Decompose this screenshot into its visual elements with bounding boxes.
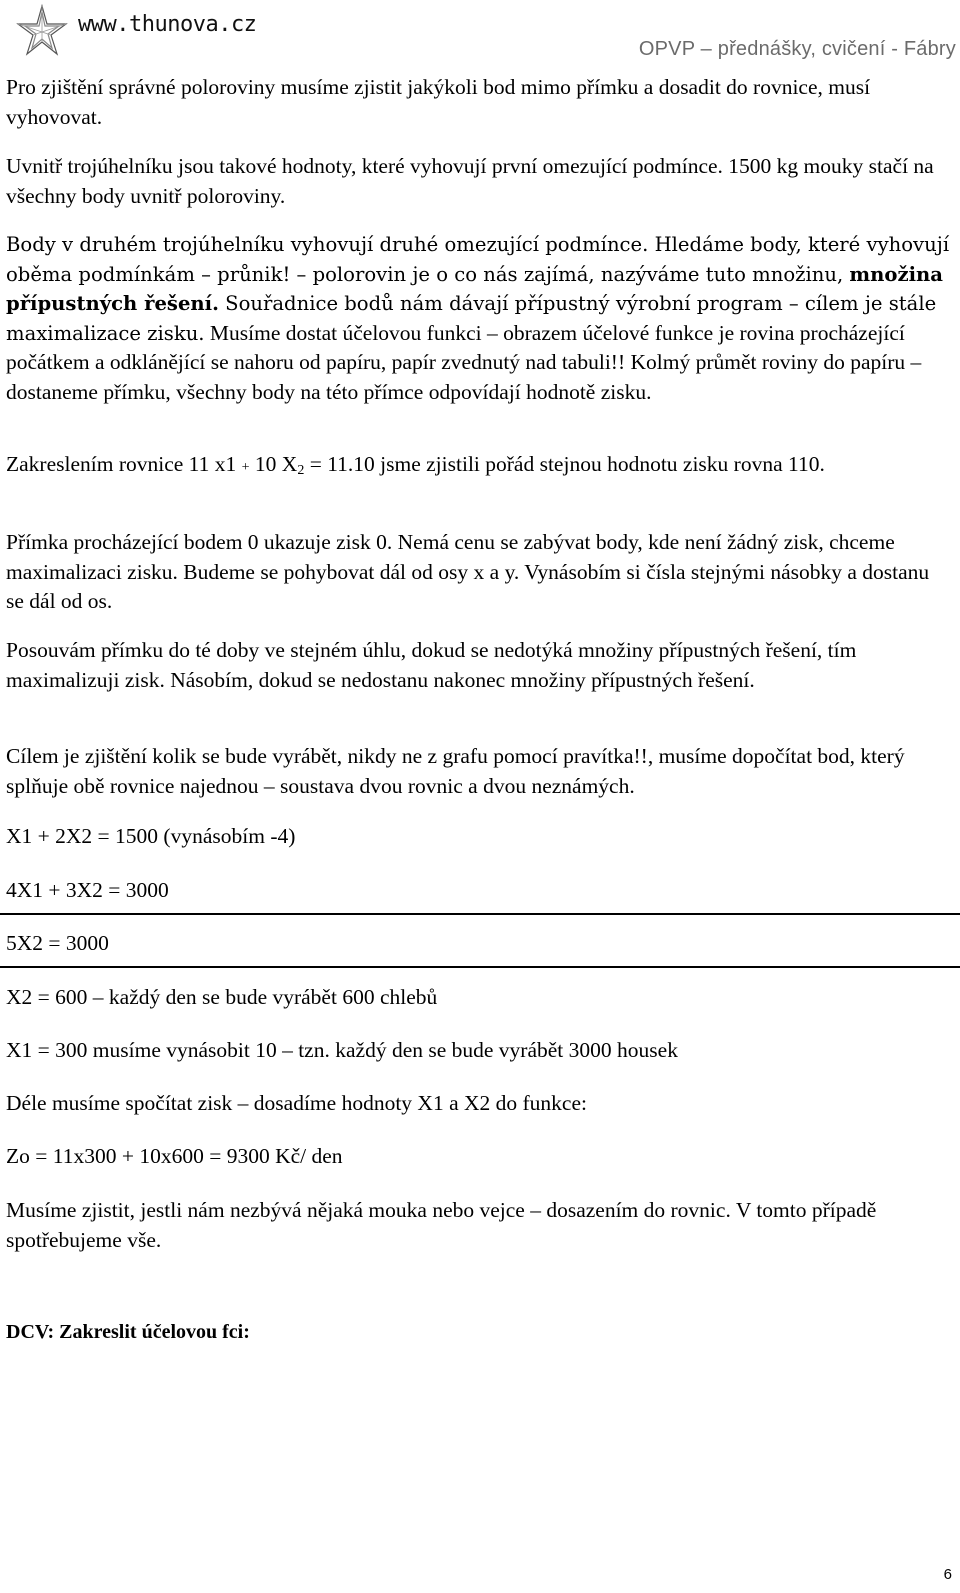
paragraph-4-subscript: 2 bbox=[297, 463, 305, 478]
equation-sum-rule bbox=[0, 913, 960, 915]
paragraph-1: Pro zjištění správné poloroviny musíme zjistit jakýkoli bod mimo přímku a dosadit do rovnice, musí vyhovovat. bbox=[6, 75, 871, 129]
paragraph-4-plus: + bbox=[241, 460, 250, 475]
feasible-set-term: množina přípustných řešení. bbox=[6, 262, 943, 315]
equation-3: 5X2 = 3000 bbox=[6, 931, 109, 955]
header-course-title: OPVP – přednášky, cvičení - Fábry bbox=[638, 38, 956, 60]
equation-7: Zo = 11x300 + 10x600 = 9300 Kč/ den bbox=[6, 1144, 343, 1168]
paragraph-3 bbox=[6, 230, 952, 407]
equation-6: Déle musíme spočítat zisk – dosadíme hodnoty X1 a X2 do funkce: bbox=[6, 1091, 587, 1115]
page-header bbox=[0, 0, 960, 70]
paragraph-4-prefix: Zakreslením rovnice 11 x1 bbox=[6, 452, 242, 476]
paragraph-7: Cílem je zjištění kolik se bude vyrábět, nikdy ne z grafu pomocí pravítka!!, musíme dopočítat bod, který splňuje obě rovnice najednou – soustava dvou rovnic a dvou neznámých. bbox=[6, 744, 905, 798]
paragraph-3-intro: Body v druhém trojúhelníku vyhovují druhé omezující podmínce. Hledáme body, které vyhovují oběma podmínkám – průnik! – polorovin je o co nás zajímá, nazýváme tuto množinu, bbox=[6, 233, 950, 286]
star-logo-icon bbox=[14, 2, 70, 58]
paragraph-4-mid: 10 X bbox=[249, 452, 298, 476]
equation-4: X2 = 600 – každý den se bude vyrábět 600 chlebů bbox=[6, 985, 438, 1009]
paragraph-5: Přímka procházející bodem 0 ukazuje zisk 0. Nemá cenu se zabývat body, kde není žádný zisk, chceme maximalizaci zisku. Budeme se pohybovat dál od osy x a y. Vynásobím si čísla stejnými násobky a dostanu se dál od os. bbox=[6, 530, 930, 613]
closing-paragraph: Musíme zjistit, jestli nám nezbývá nějaká mouka nebo vejce – dosazením do rovnic. V tomto případě spotřebujeme vše. bbox=[6, 1198, 877, 1252]
equation-5: X1 = 300 musíme vynásobit 10 – tzn. každý den se bude vyrábět 3000 housek bbox=[6, 1038, 678, 1062]
paragraph-4 bbox=[6, 450, 952, 486]
equation-2: 4X1 + 3X2 = 3000 bbox=[6, 878, 169, 902]
page-number: 6 bbox=[943, 1566, 952, 1583]
paragraph-4-suffix: = 11.10 jsme zjistili pořád stejnou hodnotu zisku rovna 110. bbox=[304, 452, 825, 476]
equation-result-rule bbox=[0, 966, 960, 968]
site-url: www.thunova.cz bbox=[78, 12, 257, 37]
paragraph-3-middle: Souřadnice bodů nám dávají přípustný výrobní program – cílem je stále maximalizace zisku. bbox=[6, 292, 937, 345]
paragraph-2: Uvnitř trojúhelníku jsou takové hodnoty, které vyhovují první omezující podmínce. 1500 kg mouky stačí na všechny body uvnitř poloroviny. bbox=[6, 154, 934, 208]
paragraph-6: Posouvám přímku do té doby ve stejném úhlu, dokud se nedotýká množiny přípustných řešení, tím maximalizuji zisk. Násobím, dokud se nedostanu nakonec množiny přípustných řešení. bbox=[6, 638, 857, 692]
homework-heading: DCV: Zakreslit účelovou fci: bbox=[6, 1321, 250, 1343]
paragraph-3-end: Musíme dostat účelovou funkci – obrazem účelové funkce je rovina procházející počátkem a odklánějící se nahoru od papíru, papír zvednutý nad tabuli!! Kolmý průmět roviny do papíru – dostaneme přímku, všechny body na této přímce odpovídají hodnotě zisku. bbox=[6, 320, 922, 404]
equation-1: X1 + 2X2 = 1500 (vynásobím -4) bbox=[6, 824, 296, 848]
